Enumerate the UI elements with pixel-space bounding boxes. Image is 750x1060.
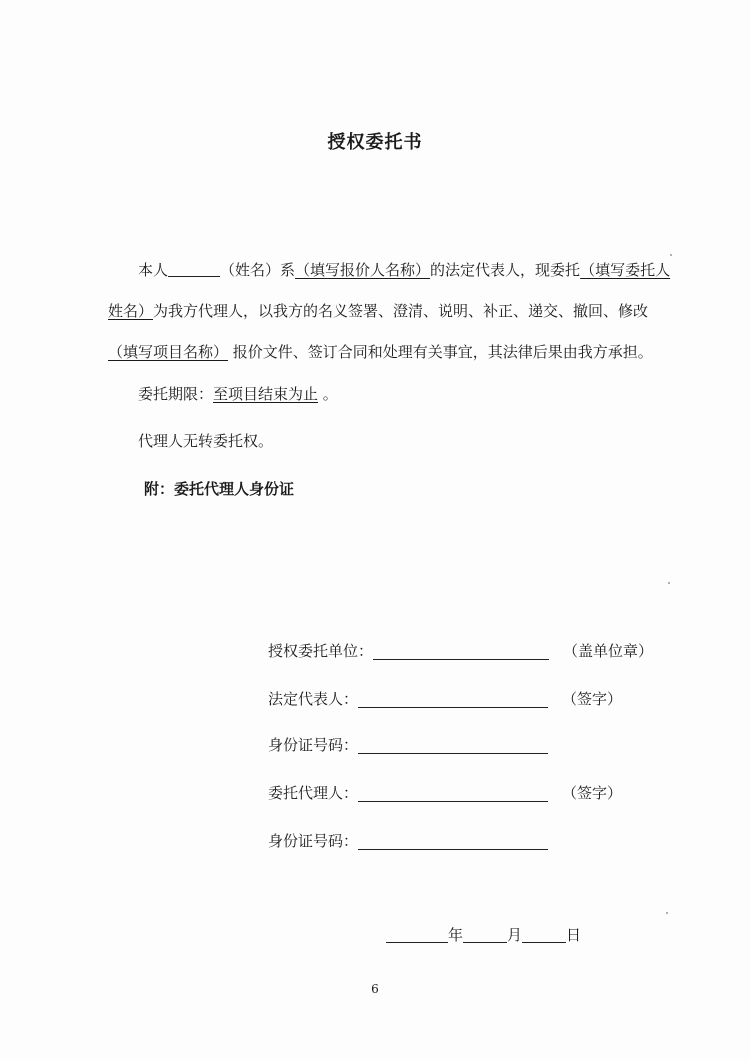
name-blank xyxy=(168,260,220,277)
intro-text-3: 的法定代表人，现委托 xyxy=(430,261,581,279)
page-number: 6 xyxy=(371,982,379,996)
id1-label: 身份证号码： xyxy=(268,736,359,754)
intro-text-5: 报价文件、签订合同和处理有关事宜，其法律后果由我方承担。 xyxy=(228,343,653,361)
id2-field[interactable] xyxy=(358,831,548,850)
unit-note: （盖单位章） xyxy=(563,642,654,660)
legal-note: （签字） xyxy=(562,690,623,708)
legal-label: 法定代表人： xyxy=(268,690,359,708)
id-row-2 xyxy=(268,830,548,852)
date-line xyxy=(386,924,581,945)
project-name-placeholder: （填写项目名称） xyxy=(108,343,229,361)
scan-speck xyxy=(666,912,668,914)
scan-speck xyxy=(670,254,672,256)
agent-note: （签字） xyxy=(562,784,623,802)
year-field[interactable] xyxy=(386,926,448,943)
term-label: 委托期限： xyxy=(138,385,214,403)
signature-unit-row xyxy=(268,640,653,662)
unit-field[interactable] xyxy=(373,641,549,660)
agent-row xyxy=(268,782,622,804)
document-title: 授权委托书 xyxy=(327,132,423,153)
scan-speck xyxy=(668,582,670,584)
id1-field[interactable] xyxy=(358,735,548,754)
intro-text-2: （姓名）系 xyxy=(220,261,296,279)
agent-name-placeholder: （填写委托人姓名） xyxy=(108,261,671,320)
day-field[interactable] xyxy=(522,926,566,943)
term-line xyxy=(138,374,698,415)
term-value: 至项目结束为止 xyxy=(213,385,319,403)
day-label: 日 xyxy=(566,926,582,944)
legal-rep-row xyxy=(268,688,622,710)
attachment-line: 附：委托代理人身份证 xyxy=(144,480,295,498)
bidder-name-placeholder: （填写报价人名称） xyxy=(295,261,431,279)
id-row-1 xyxy=(268,734,548,756)
intro-paragraph xyxy=(108,250,678,373)
year-label: 年 xyxy=(448,926,464,944)
intro-text-4: 为我方代理人，以我方的名义签署、澄清、说明、补正、递交、撤回、修改 xyxy=(153,302,649,320)
month-field[interactable] xyxy=(463,926,507,943)
intro-text-1: 本人 xyxy=(138,261,169,279)
agent-label: 委托代理人： xyxy=(268,784,359,802)
agent-field[interactable] xyxy=(358,783,548,802)
month-label: 月 xyxy=(507,926,523,944)
term-end: 。 xyxy=(318,385,338,403)
id2-label: 身份证号码： xyxy=(268,832,359,850)
unit-label: 授权委托单位： xyxy=(268,642,374,660)
legal-field[interactable] xyxy=(358,689,548,708)
no-transfer-line: 代理人无转委托权。 xyxy=(138,432,274,450)
